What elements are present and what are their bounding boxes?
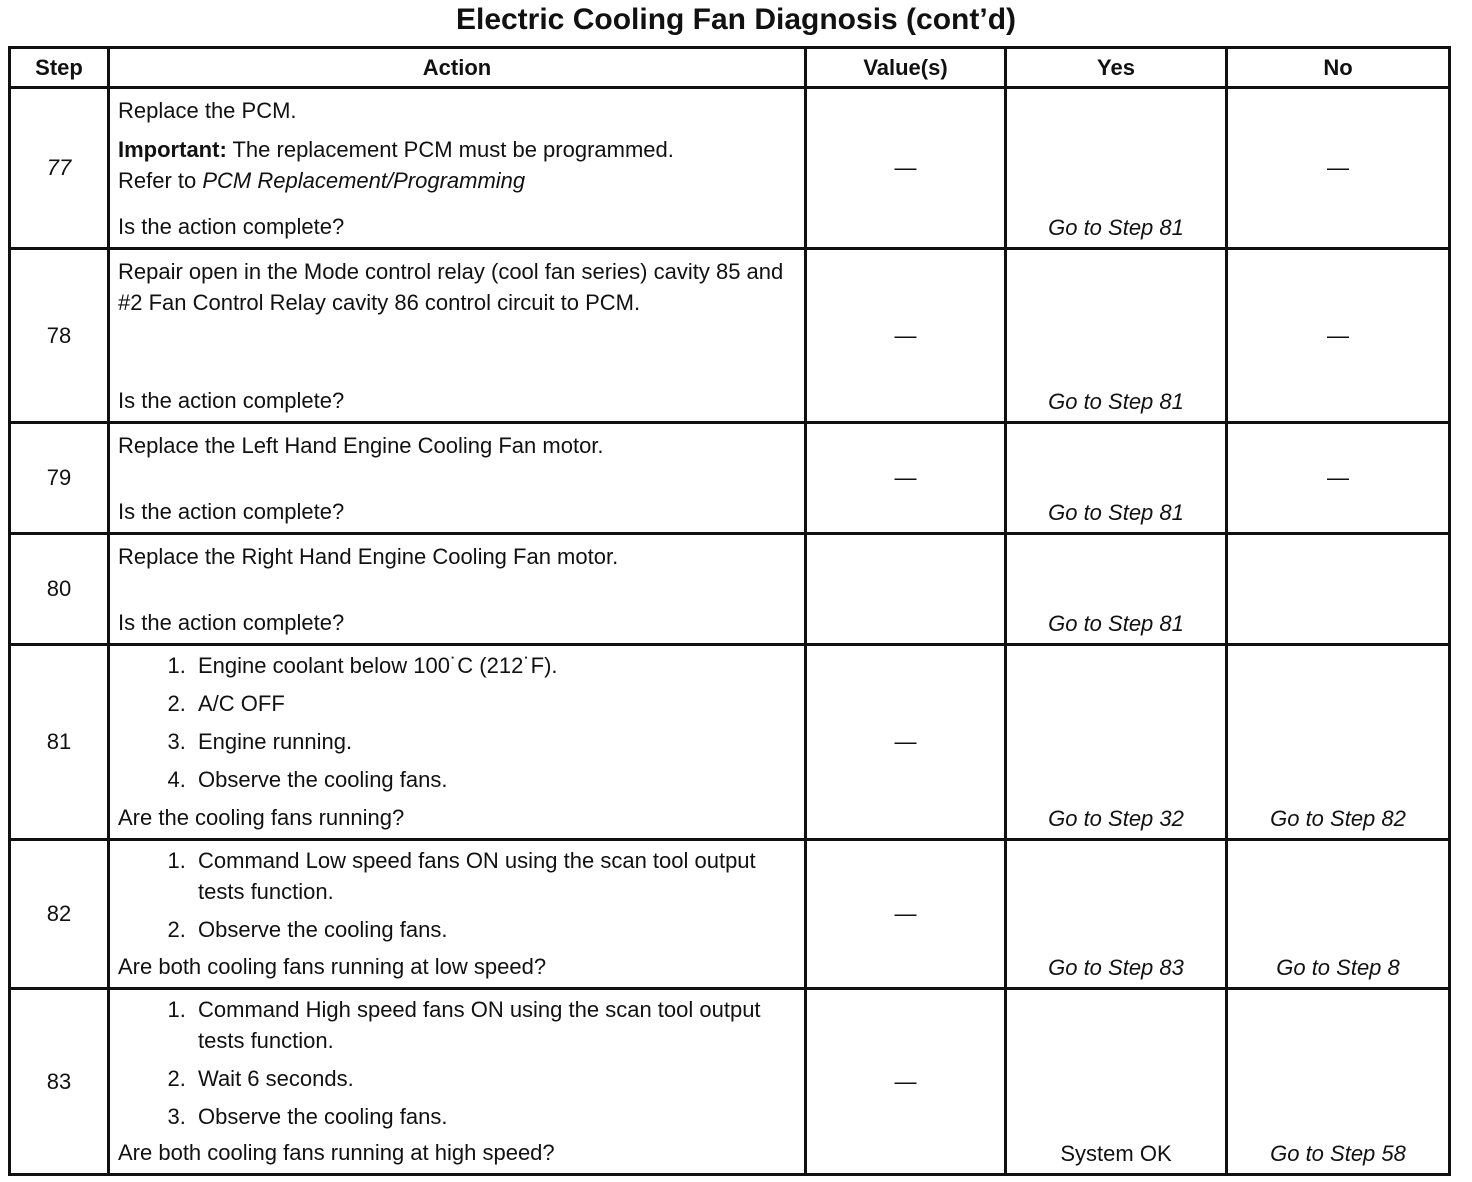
value-cell: — [806,88,1006,249]
action-cell [109,88,806,249]
diagnosis-table [8,46,1451,1176]
no-cell: Go to Step 58 [1227,989,1450,1175]
header-no: No [1227,48,1450,88]
table-row [10,645,1450,840]
value-cell: — [806,840,1006,989]
action-text: Repair open in the Mode control relay (cool fan series) cavity 85 and #2 Fan Control Relay cavity 86 control circuit to PCM. [118,259,784,315]
yes-cell: Go to Step 32 [1006,645,1227,840]
value-cell: — [806,989,1006,1175]
no-cell: — [1227,423,1450,534]
action-cell [109,534,806,645]
step-number: 80 [10,534,109,645]
table-row [10,88,1450,249]
header-action: Action [109,48,806,88]
action-question: Is the action complete? [118,214,345,239]
header-values: Value(s) [806,48,1006,88]
procedure-list [118,650,798,802]
action-question: Are both cooling fans running at low speed? [118,954,547,979]
action-text: Replace the Right Hand Engine Cooling Fan motor. [118,544,619,569]
action-cell [109,840,806,989]
no-cell: — [1227,249,1450,423]
action-question: Are both cooling fans running at high speed? [118,1140,555,1165]
list-item: 1. Engine coolant below 100˙C (212˙F). [192,650,798,681]
action-cell [109,989,806,1175]
table-row [10,534,1450,645]
table-header-row [10,48,1450,88]
no-cell: — [1227,88,1450,249]
step-number: 83 [10,989,109,1175]
header-yes: Yes [1006,48,1227,88]
value-cell: — [806,249,1006,423]
list-item: 1. Command High speed fans ON using the scan tool output tests function. [192,994,798,1056]
action-question: Is the action complete? [118,610,345,635]
action-cell [109,423,806,534]
list-item: 2. Wait 6 seconds. [192,1063,798,1094]
step-number: 81 [10,645,109,840]
no-cell: Go to Step 82 [1227,645,1450,840]
list-item: 3. Observe the cooling fans. [192,1101,798,1132]
no-cell [1227,534,1450,645]
value-cell [806,534,1006,645]
table-row [10,423,1450,534]
list-item: 2. Observe the cooling fans. [192,914,798,945]
list-item: 1. Command Low speed fans ON using the scan tool output tests function. [192,845,798,907]
action-text: Replace the Left Hand Engine Cooling Fan motor. [118,433,604,458]
step-number: 79 [10,423,109,534]
step-number: 78 [10,249,109,423]
action-question: Is the action complete? [118,388,345,413]
list-item: 2. A/C OFF [192,688,798,719]
action-cell [109,249,806,423]
procedure-list [118,994,798,1139]
header-step: Step [10,48,109,88]
reference-link-text: PCM Replacement/Programming [202,168,526,193]
table-row [10,840,1450,989]
yes-cell: Go to Step 81 [1006,423,1227,534]
list-item: 4. Observe the cooling fans. [192,764,798,795]
value-cell: — [806,423,1006,534]
value-cell: — [806,645,1006,840]
action-text: Replace the PCM. [118,98,297,123]
no-cell: Go to Step 8 [1227,840,1450,989]
action-question: Are the cooling fans running? [118,805,405,830]
list-item: 3. Engine running. [192,726,798,757]
yes-cell: Go to Step 81 [1006,88,1227,249]
important-note: Important: The replacement PCM must be programmed. Refer to PCM Replacement/Programming [118,137,674,193]
step-number: 82 [10,840,109,989]
yes-cell: Go to Step 83 [1006,840,1227,989]
action-question: Is the action complete? [118,499,345,524]
yes-cell: System OK [1006,989,1227,1175]
yes-cell: Go to Step 81 [1006,534,1227,645]
step-number: 77 [10,88,109,249]
page-title: Electric Cooling Fan Diagnosis (cont’d) [455,3,1017,36]
action-cell [109,645,806,840]
table-row [10,249,1450,423]
procedure-list [118,845,798,952]
yes-cell: Go to Step 81 [1006,249,1227,423]
table-row [10,989,1450,1175]
